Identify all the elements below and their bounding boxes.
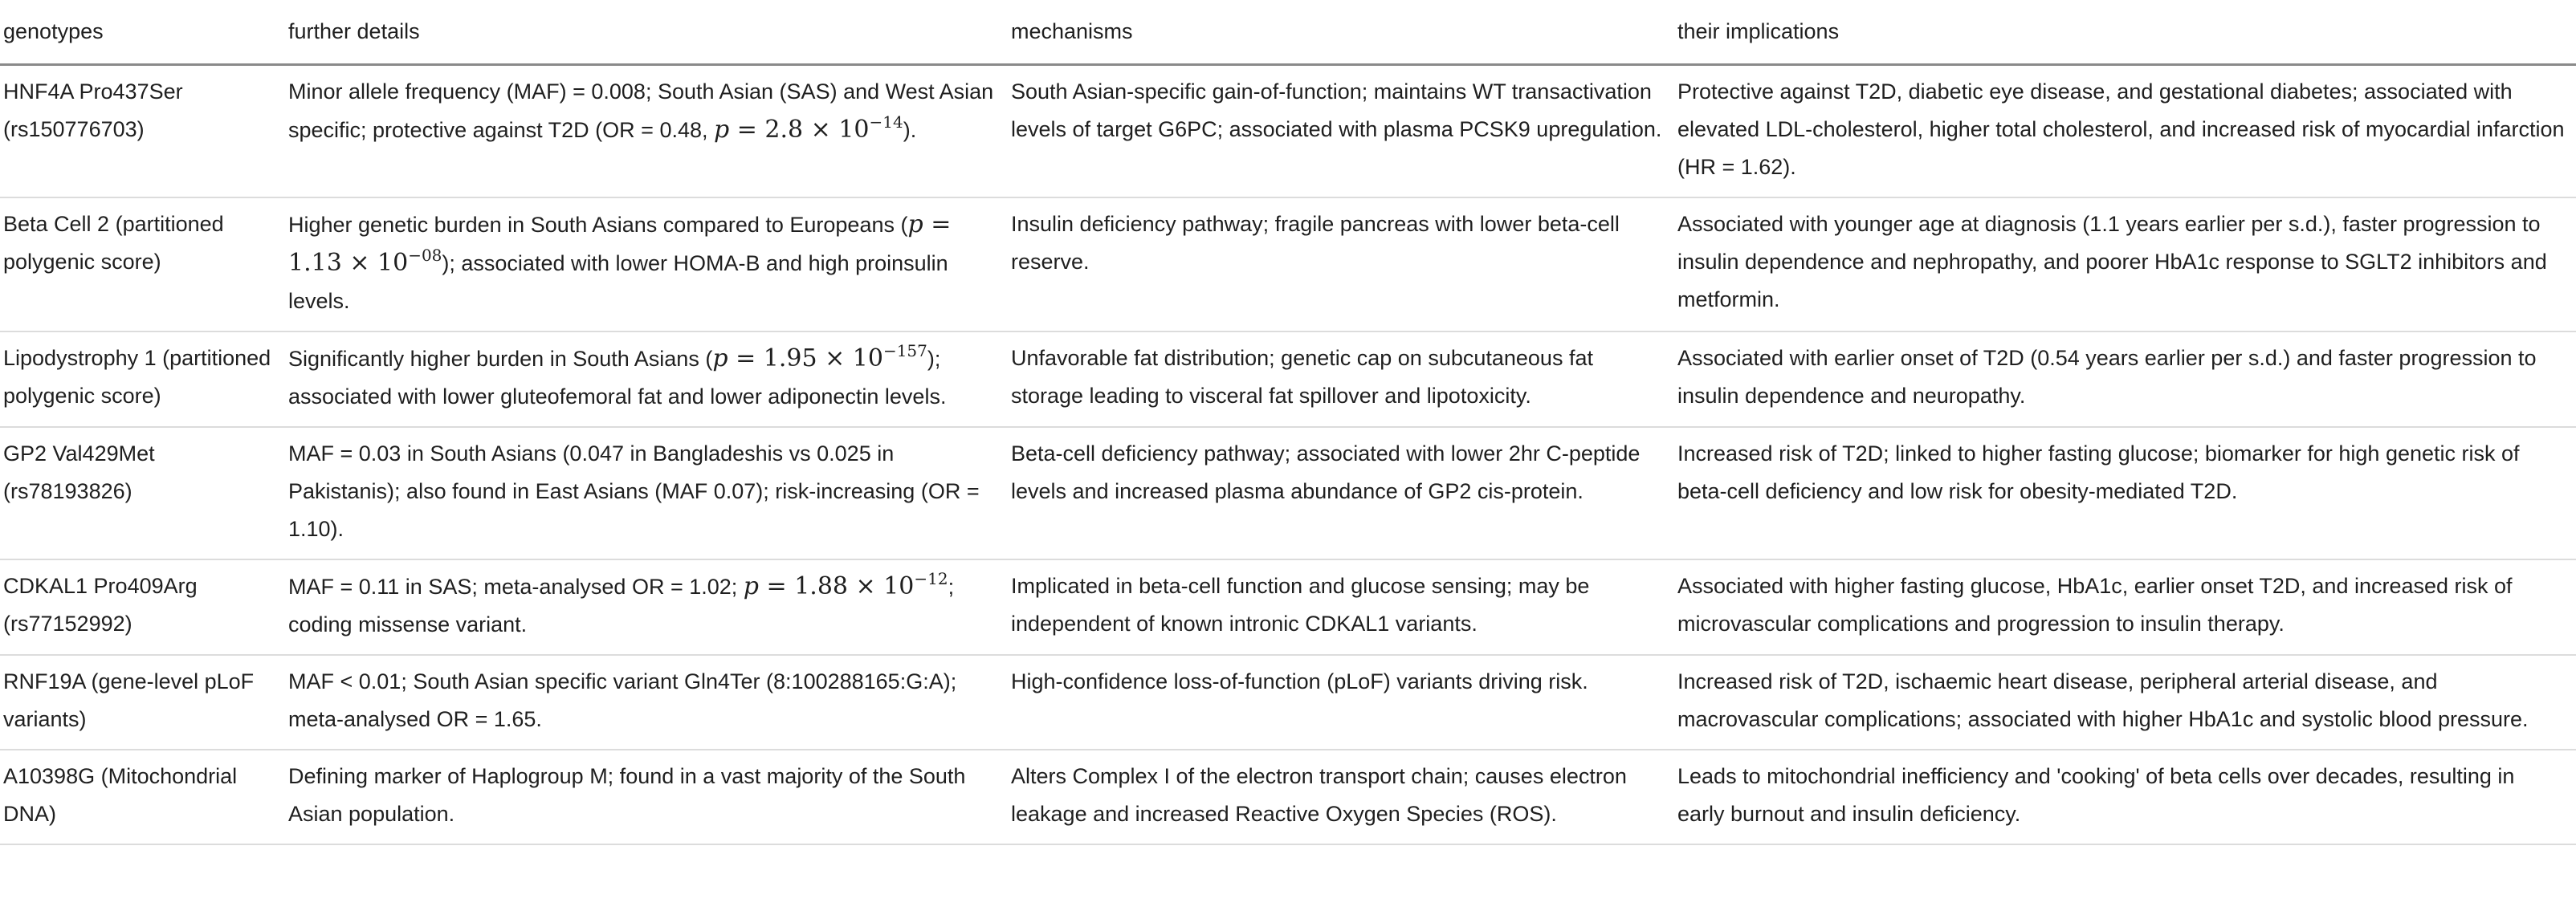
mechanism-cell: Alters Complex I of the electron transport chain; causes electron leakage and increased Reactive Oxygen Species (ROS).	[1008, 750, 1674, 844]
details-text: Significantly higher burden in South Asians (	[288, 347, 713, 371]
p-value: = 1.13 × 10	[288, 210, 952, 277]
implication-cell: Protective against T2D, diabetic eye disease, and gestational diabetes; associated with elevated LDL-cholesterol, higher total cholesterol, and increased risk of myocardial infarction (HR = 1.62).	[1674, 65, 2576, 198]
p-value: = 1.95 × 10	[728, 344, 883, 372]
p-exponent: −14	[869, 112, 903, 132]
details-text: Defining marker of Haplogroup M; found in a vast majority of the South Asian population.	[288, 764, 966, 826]
p-value-formula	[714, 112, 903, 144]
details-cell	[285, 65, 1008, 198]
p-exponent: −08	[408, 246, 442, 265]
table-row	[0, 331, 2576, 427]
implication-cell: Leads to mitochondrial inefficiency and 'cooking' of beta cells over decades, resulting in early burnout and insulin deficiency.	[1674, 750, 2576, 844]
details-cell	[285, 197, 1008, 331]
details-cell	[285, 427, 1008, 559]
mechanism-cell: Unfavorable fat distribution; genetic cap on subcutaneous fat storage leading to visceral fat spillover and lipotoxicity.	[1008, 331, 1674, 427]
genotype-cell: Beta Cell 2 (partitioned polygenic score)	[0, 197, 285, 331]
details-cell	[285, 559, 1008, 655]
details-text-end: ); associated with lower gluteofemoral fat and lower adiponectin levels.	[288, 347, 947, 409]
p-value-formula	[712, 341, 927, 372]
p-symbol: p	[714, 116, 730, 144]
details-text-end: ); associated with lower HOMA-B and high proinsulin levels.	[288, 251, 948, 313]
p-exponent: −12	[914, 569, 948, 588]
genotype-cell: RNF19A (gene-level pLoF variants)	[0, 655, 285, 750]
genotype-cell: HNF4A Pro437Ser (rs150776703)	[0, 65, 285, 198]
implication-cell: Increased risk of T2D, ischaemic heart disease, peripheral arterial disease, and macrovascular complications; associated with higher HbA1c and systolic blood pressure.	[1674, 655, 2576, 750]
details-cell	[285, 750, 1008, 844]
header-further-details: further details	[285, 0, 1008, 65]
mechanism-cell: Implicated in beta-cell function and glucose sensing; may be independent of known intronic CDKAL1 variants.	[1008, 559, 1674, 655]
details-text-end: ; coding missense variant.	[288, 575, 955, 636]
details-text: Minor allele frequency (MAF) = 0.008; South Asian (SAS) and West Asian specific; protective against T2D (OR = 0.48,	[288, 79, 994, 142]
p-value: = 1.88 × 10	[759, 572, 915, 600]
p-value-formula	[743, 569, 948, 600]
details-text: MAF = 0.03 in South Asians (0.047 in Bangladeshis vs 0.025 in Pakistanis); also found in East Asians (MAF 0.07); risk-increasing (OR = 1.10).	[288, 441, 980, 541]
p-symbol: p	[743, 572, 759, 600]
table-body	[0, 65, 2576, 845]
header-genotypes: genotypes	[0, 0, 285, 65]
details-cell	[285, 331, 1008, 427]
p-symbol: p	[712, 344, 728, 372]
mechanism-cell: High-confidence loss-of-function (pLoF) variants driving risk.	[1008, 655, 1674, 750]
header-row	[0, 0, 2576, 65]
table-row	[0, 750, 2576, 844]
genotype-cell: A10398G (Mitochondrial DNA)	[0, 750, 285, 844]
p-symbol: p	[907, 210, 923, 238]
table-row	[0, 427, 2576, 559]
mechanism-cell: Beta-cell deficiency pathway; associated with lower 2hr C-peptide levels and increased plasma abundance of GP2 cis-protein.	[1008, 427, 1674, 559]
genotype-cell: CDKAL1 Pro409Arg (rs77152992)	[0, 559, 285, 655]
table-header	[0, 0, 2576, 65]
implication-cell: Increased risk of T2D; linked to higher fasting glucose; biomarker for high genetic risk of beta-cell deficiency and low risk for obesity-mediated T2D.	[1674, 427, 2576, 559]
implication-cell: Associated with higher fasting glucose, HbA1c, earlier onset T2D, and increased risk of microvascular complications and progression to insulin therapy.	[1674, 559, 2576, 655]
table-row	[0, 655, 2576, 750]
header-mechanisms: mechanisms	[1008, 0, 1674, 65]
table-row	[0, 65, 2576, 198]
implication-cell: Associated with younger age at diagnosis (1.1 years earlier per s.d.), faster progression to insulin dependence and nephropathy, and poorer HbA1c response to SGLT2 inhibitors and metformin.	[1674, 197, 2576, 331]
p-value: = 2.8 × 10	[729, 116, 870, 144]
details-text: MAF < 0.01; South Asian specific variant Gln4Ter (8:100288165:G:A); meta-analysed OR = 1.65.	[288, 669, 957, 731]
details-text: Higher genetic burden in South Asians compared to Europeans (	[288, 213, 908, 237]
table-row	[0, 197, 2576, 331]
details-text-end: ).	[903, 118, 917, 142]
implication-cell: Associated with earlier onset of T2D (0.54 years earlier per s.d.) and faster progression to insulin dependence and neuropathy.	[1674, 331, 2576, 427]
details-cell	[285, 655, 1008, 750]
genotype-cell: GP2 Val429Met (rs78193826)	[0, 427, 285, 559]
genotype-cell: Lipodystrophy 1 (partitioned polygenic score)	[0, 331, 285, 427]
mechanism-cell: South Asian-specific gain-of-function; maintains WT transactivation levels of target G6PC; associated with plasma PCSK9 upregulation.	[1008, 65, 1674, 198]
mechanism-cell: Insulin deficiency pathway; fragile pancreas with lower beta-cell reserve.	[1008, 197, 1674, 331]
header-implications: their implications	[1674, 0, 2576, 65]
details-text: MAF = 0.11 in SAS; meta-analysed OR = 1.02;	[288, 575, 744, 599]
table-row	[0, 559, 2576, 655]
p-exponent: −157	[882, 341, 927, 360]
